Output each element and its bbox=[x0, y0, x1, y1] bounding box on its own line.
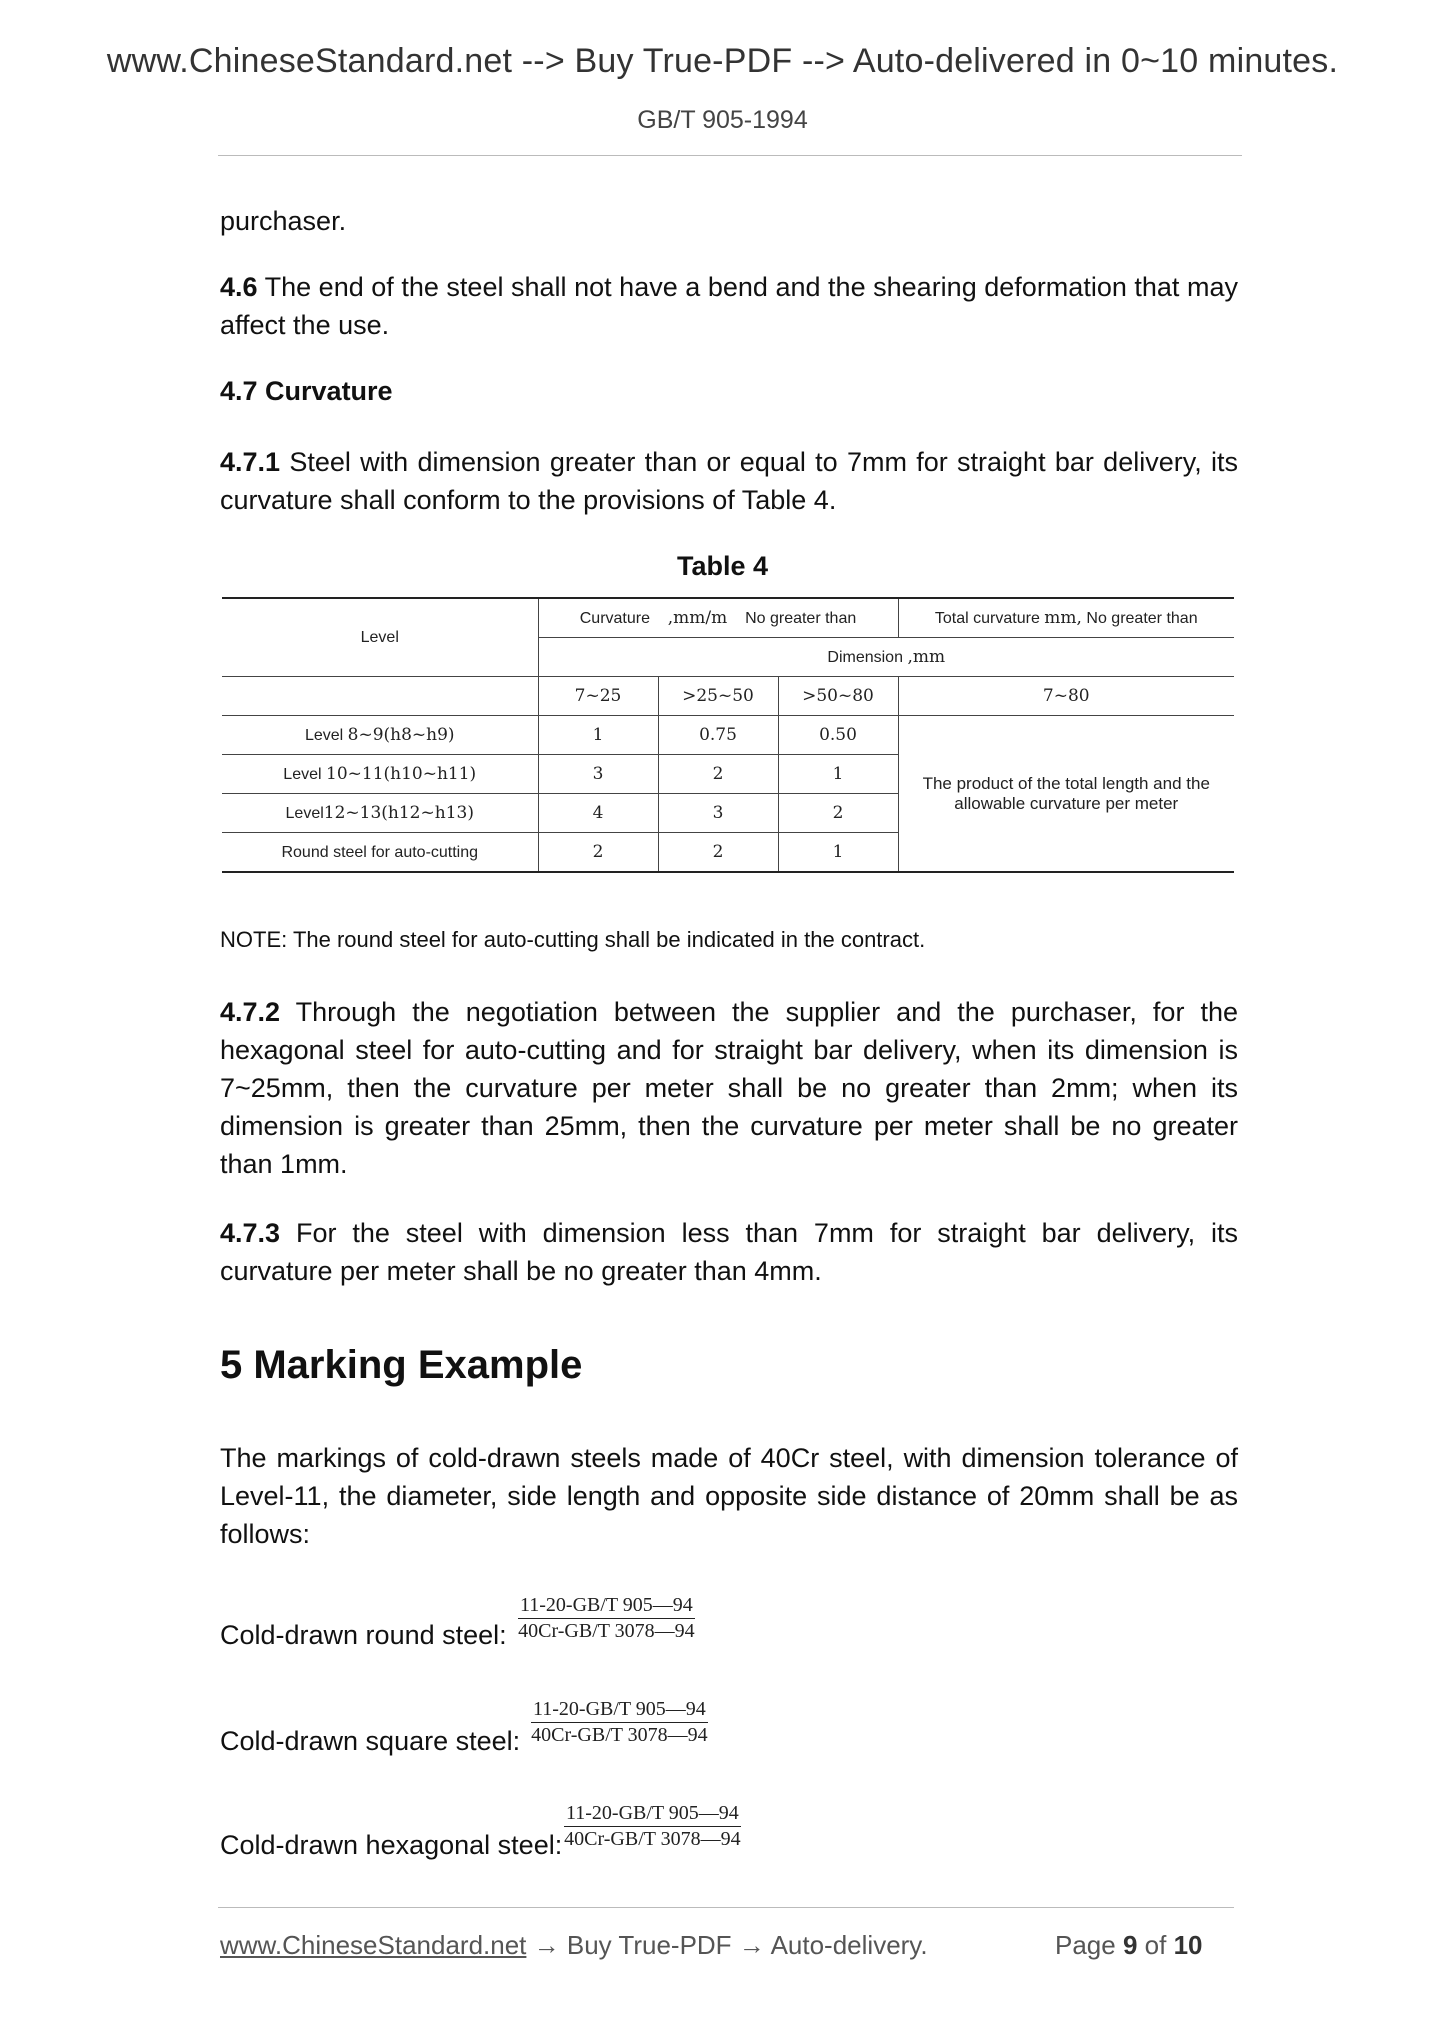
row-label bbox=[222, 716, 538, 755]
table-cell: 2 bbox=[778, 794, 898, 833]
total-curvature-unit: mm, bbox=[1044, 608, 1082, 628]
total-curvature-note: The product of the total length and the allowable curvature per meter bbox=[898, 716, 1234, 873]
level-code: 12~13(h12~h13) bbox=[323, 803, 474, 823]
section-text: Through the negotiation between the supplier and the purchaser, for the hexagonal steel for auto-cutting and for straight bar delivery, when its dimension is 7~25mm, then the curvature per meter shall be no greater than 2mm; when its dimension is greater than 25mm, then the curvature per meter shall be no greater than 1mm. bbox=[220, 997, 1238, 1179]
marking-fraction bbox=[564, 1802, 741, 1851]
empty-cell bbox=[222, 677, 538, 716]
marking-denominator: 40Cr-GB/T 3078—94 bbox=[531, 1724, 708, 1746]
section-number: 4.7.3 bbox=[220, 1218, 281, 1248]
section-number: 4.7.2 bbox=[220, 997, 281, 1027]
section-4-7-1 bbox=[220, 443, 1238, 519]
table-cell: 1 bbox=[538, 716, 658, 755]
page-label: Page bbox=[1055, 1930, 1116, 1960]
table-cell: 3 bbox=[658, 794, 778, 833]
marking-label: Cold-drawn round steel: bbox=[220, 1620, 507, 1650]
dimension-header bbox=[538, 638, 1234, 677]
section-4-7-heading: 4.7 Curvature bbox=[220, 376, 393, 406]
section-text: For the steel with dimension less than 7mm for straight bar delivery, its curvature per meter shall be no greater than 4mm. bbox=[220, 1218, 1238, 1286]
table-cell: 0.75 bbox=[658, 716, 778, 755]
footer-left bbox=[220, 1930, 928, 1961]
curvature-not-greater: No greater than bbox=[745, 610, 857, 627]
table-note: NOTE: The round steel for auto-cutting shall be indicated in the contract. bbox=[220, 927, 926, 952]
marking-fraction bbox=[518, 1594, 695, 1643]
total-curvature-header bbox=[898, 598, 1234, 638]
header-divider bbox=[218, 155, 1242, 156]
table-cell: 0.50 bbox=[778, 716, 898, 755]
marking-label: Cold-drawn square steel: bbox=[220, 1726, 521, 1756]
level-header: Level bbox=[222, 598, 538, 677]
page-current: 9 bbox=[1122, 1930, 1138, 1960]
dimension-col: 7~25 bbox=[538, 677, 658, 716]
total-curvature-label: Total curvature bbox=[934, 610, 1040, 627]
footer-divider bbox=[218, 1907, 1234, 1908]
level-prefix: Level bbox=[283, 766, 326, 783]
paragraph-purchaser: purchaser. bbox=[220, 206, 347, 236]
table-cell: 1 bbox=[778, 833, 898, 873]
table-cell: 2 bbox=[658, 755, 778, 794]
page-total: 10 bbox=[1173, 1930, 1203, 1960]
table-cell: 1 bbox=[778, 755, 898, 794]
section-text: Steel with dimension greater than or equal to 7mm for straight bar delivery, its curvature shall conform to the provisions of Table 4. bbox=[220, 447, 1238, 515]
section-4-7-3 bbox=[220, 1214, 1238, 1290]
section-number: 4.7.1 bbox=[220, 447, 281, 477]
page-indicator bbox=[1055, 1930, 1203, 1961]
dimension-label: Dimension bbox=[827, 649, 903, 666]
section-4-7-2 bbox=[220, 993, 1238, 1183]
section-5-heading: 5 Marking Example bbox=[220, 1343, 583, 1387]
marking-numerator: 11-20-GB/T 905—94 bbox=[531, 1698, 708, 1723]
row-label bbox=[222, 794, 538, 833]
section-text: The end of the steel shall not have a bend and the shearing deformation that may affect the use. bbox=[220, 272, 1238, 340]
level-code: 8~9(h8~h9) bbox=[347, 725, 455, 745]
level-prefix: Round steel for auto-cutting bbox=[281, 844, 479, 861]
header-banner: www.ChineseStandard.net --> Buy True-PDF --> Auto-delivered in 0~10 minutes. bbox=[106, 42, 1339, 80]
level-prefix: Level bbox=[304, 727, 348, 744]
marking-numerator: 11-20-GB/T 905—94 bbox=[518, 1594, 695, 1619]
table-cell: 4 bbox=[538, 794, 658, 833]
level-code: 10~11(h10~h11) bbox=[326, 764, 477, 784]
marking-numerator: 11-20-GB/T 905—94 bbox=[564, 1802, 741, 1827]
table-caption: Table 4 bbox=[676, 551, 769, 581]
marking-label: Cold-drawn hexagonal steel: bbox=[220, 1830, 563, 1860]
curvature-table bbox=[222, 597, 1234, 873]
curvature-unit: ,mm/m bbox=[667, 608, 728, 628]
marking-denominator: 40Cr-GB/T 3078—94 bbox=[518, 1620, 695, 1642]
footer-link[interactable]: www.ChineseStandard.net bbox=[220, 1930, 527, 1960]
table-cell: 3 bbox=[538, 755, 658, 794]
total-curvature-not-greater: No greater than bbox=[1086, 610, 1198, 627]
section-number: 4.6 bbox=[220, 272, 258, 302]
section-5-text: The markings of cold-drawn steels made of 40Cr steel, with dimension tolerance of Level-11, the diameter, side length and opposite side distance of 20mm shall be as follows: bbox=[220, 1443, 1238, 1549]
marking-denominator: 40Cr-GB/T 3078—94 bbox=[564, 1828, 741, 1850]
dimension-unit: ,mm bbox=[907, 647, 946, 667]
table-cell: 2 bbox=[538, 833, 658, 873]
row-label bbox=[222, 755, 538, 794]
dimension-col: >50~80 bbox=[778, 677, 898, 716]
curvature-header bbox=[538, 598, 898, 638]
table-cell: 2 bbox=[658, 833, 778, 873]
curvature-label: Curvature bbox=[579, 610, 650, 627]
dimension-col: 7~80 bbox=[898, 677, 1234, 716]
dimension-col: >25~50 bbox=[658, 677, 778, 716]
row-label bbox=[222, 833, 538, 873]
section-4-6 bbox=[220, 268, 1238, 344]
document-id: GB/T 905-1994 bbox=[637, 106, 808, 134]
footer-text: → Buy True-PDF → Auto-delivery. bbox=[526, 1930, 928, 1960]
marking-fraction bbox=[531, 1698, 708, 1747]
of-label: of bbox=[1144, 1930, 1167, 1960]
level-prefix: Level bbox=[285, 805, 324, 822]
